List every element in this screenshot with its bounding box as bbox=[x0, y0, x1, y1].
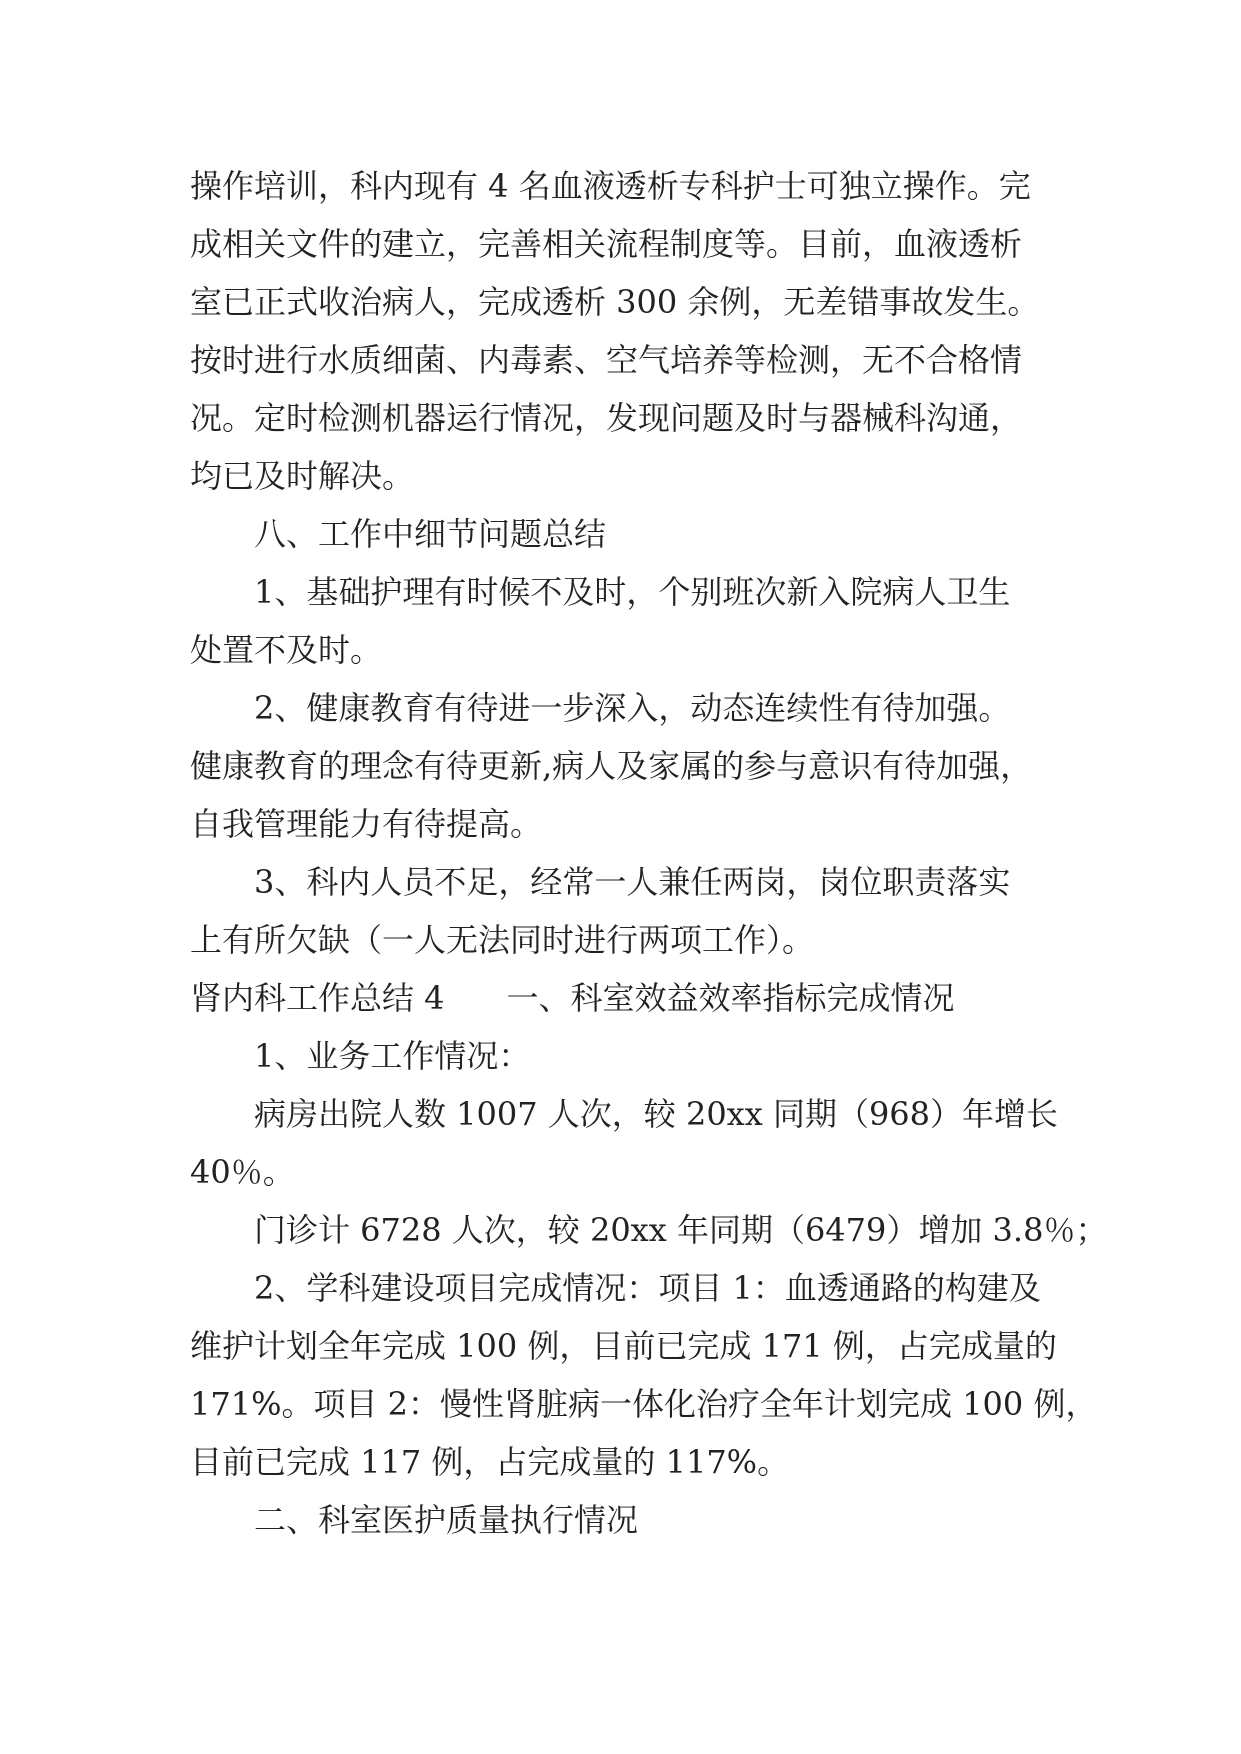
paragraph-line: 171%。项目 2：慢性肾脏病一体化治疗全年计划完成 100 例， bbox=[190, 1385, 1098, 1423]
paragraph-line: 况。定时检测机器运行情况，发现问题及时与器械科沟通， bbox=[190, 399, 1023, 437]
paragraph-line: 1、基础护理有时候不及时，个别班次新入院病人卫生 bbox=[254, 573, 1011, 611]
section-heading: 二、科室医护质量执行情况 bbox=[254, 1501, 639, 1539]
paragraph-line: 健康教育的理念有待更新,病人及家属的参与意识有待加强， bbox=[190, 747, 1033, 785]
paragraph-line: 2、健康教育有待进一步深入，动态连续性有待加强。 bbox=[254, 689, 1011, 727]
paragraph-line: 成相关文件的建立，完善相关流程制度等。目前，血液透析 bbox=[190, 225, 1023, 263]
section-heading: 八、工作中细节问题总结 bbox=[254, 515, 607, 553]
paragraph-line: 室已正式收治病人，完成透析 300 余例，无差错事故发生。 bbox=[190, 283, 1040, 321]
document-title: 肾内科工作总结 4 bbox=[190, 979, 445, 1017]
paragraph-line: 均已及时解决。 bbox=[190, 457, 415, 495]
paragraph-line: 40％。 bbox=[190, 1153, 295, 1191]
paragraph-line: 处置不及时。 bbox=[190, 631, 383, 669]
paragraph-line: 门诊计 6728 人次，较 20xx 年同期（6479）增加 3.8％； bbox=[254, 1211, 1108, 1249]
document-title-line bbox=[190, 978, 955, 1018]
paragraph-line: 操作培训，科内现有 4 名血液透析专科护士可独立操作。完 bbox=[190, 167, 1031, 205]
section-heading: 一、科室效益效率指标完成情况 bbox=[506, 979, 955, 1017]
sub-heading: 1、业务工作情况： bbox=[254, 1037, 531, 1075]
paragraph-line: 3、科内人员不足，经常一人兼任两岗，岗位职责落实 bbox=[254, 863, 1011, 901]
paragraph-line: 目前已完成 117 例，占完成量的 117%。 bbox=[190, 1443, 790, 1481]
paragraph-line: 按时进行水质细菌、内毒素、空气培养等检测，无不合格情 bbox=[190, 341, 1023, 379]
paragraph-line: 上有所欠缺（一人无法同时进行两项工作）。 bbox=[190, 921, 815, 959]
paragraph-line: 病房出院人数 1007 人次，较 20xx 同期（968）年增长 bbox=[254, 1095, 1059, 1133]
paragraph-line: 自我管理能力有待提高。 bbox=[190, 805, 543, 843]
paragraph-line: 2、学科建设项目完成情况：项目 1：血透通路的构建及 bbox=[254, 1269, 1041, 1307]
paragraph-line: 维护计划全年完成 100 例，目前已完成 171 例，占完成量的 bbox=[190, 1327, 1057, 1365]
